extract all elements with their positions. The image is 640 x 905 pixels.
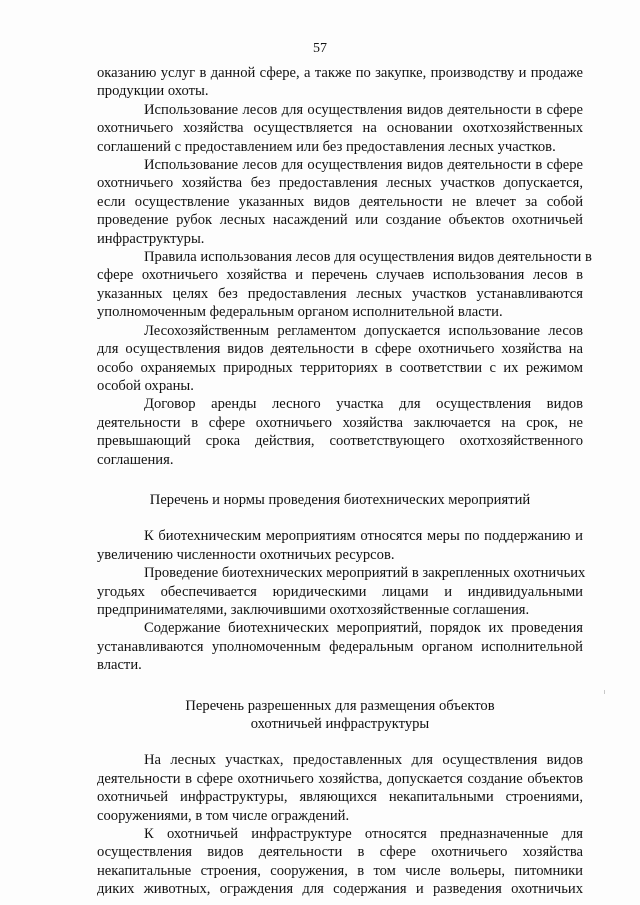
heading-line: охотничьей инфраструктуры <box>250 716 430 732</box>
paragraph <box>97 527 583 564</box>
page-number: 57 <box>313 41 327 56</box>
paragraph-line: инфраструктуры. <box>97 230 205 247</box>
section-heading-infrastructure <box>97 697 583 734</box>
paragraph-line: соглашения. <box>97 451 174 468</box>
paragraph-line: оказанию услуг в данной сфере, а также по закупке, производству и продаже <box>97 65 583 81</box>
paragraph-line: для осуществления видов деятельности в сфере охотничьего хозяйства на <box>97 341 583 358</box>
top-paragraphs <box>97 64 592 469</box>
paragraph-line: На лесных участках, предоставленных для осуществления видов <box>144 752 583 769</box>
paragraph-line: угодьях обеспечивается юридическими лицами и индивидуальными <box>97 583 583 600</box>
paragraph-line: устанавливаются уполномоченным федеральным органом исполнительной <box>97 638 583 655</box>
document-body <box>97 64 592 899</box>
paragraph-line: Лесохозяйственным регламентом допускается использование лесов <box>144 322 583 339</box>
paragraph-line: особой охраны. <box>97 377 194 394</box>
paragraph-line: продукции охоты. <box>97 83 209 100</box>
paragraph-line: уполномоченным федеральным органом исполнительной власти. <box>97 304 503 321</box>
paragraph-line: Правила использования лесов для осуществления видов деятельности в <box>144 249 592 266</box>
paragraph-line: Проведение биотехнических мероприятий в закрепленных охотничьих <box>144 565 586 582</box>
section-heading-biotechnical <box>97 491 583 509</box>
paragraph-line: осуществления видов деятельности в сфере охотничьего хозяйства <box>97 844 583 861</box>
heading-line: Перечень разрешенных для размещения объектов <box>185 697 495 714</box>
paragraph-line: Использование лесов для осуществления видов деятельности в сфере <box>144 157 583 174</box>
paragraph <box>97 395 583 469</box>
paragraph <box>97 751 583 825</box>
paragraph-line: если осуществление указанных видов деятельности не влечет за собой <box>97 193 583 210</box>
paragraph-line: Договор аренды лесного участка для осуществления видов <box>144 396 583 413</box>
paragraph-line: охотничьей инфраструктуры, являющихся некапитальными строениями, <box>97 789 583 806</box>
paragraph-line: Использование лесов для осуществления видов деятельности в сфере <box>144 101 583 118</box>
paragraph-line: диких животных, ограждения для содержания и разведения охотничьих <box>97 881 583 898</box>
paragraph <box>97 564 586 619</box>
paragraph-line: власти. <box>97 657 142 674</box>
paragraph-line: К биотехническим мероприятиям относятся меры по поддержанию и <box>144 528 583 545</box>
paragraph-line: сфере охотничьего хозяйства и перечень случаев использования лесов в <box>97 267 583 284</box>
paragraph-line: сооружениями, в том числе ограждений. <box>97 807 350 824</box>
paragraph-line: предпринимателями, заключившими охотхозяйственные соглашения. <box>97 601 530 618</box>
paragraph-line: соглашений с предоставлением или без предоставления лесных участков. <box>97 138 556 155</box>
paragraph-line: указанных целях без предоставления лесных участков устанавливаются <box>97 285 583 302</box>
paragraph <box>97 101 583 156</box>
paragraph-line: К охотничьей инфраструктуре относятся предназначенные для <box>144 826 583 843</box>
section-infrastructure-paragraphs <box>97 751 583 898</box>
paragraph <box>97 248 592 322</box>
paragraph <box>97 156 583 248</box>
scan-margin-mark <box>604 690 605 694</box>
paragraph <box>97 619 583 674</box>
paragraph <box>97 825 583 899</box>
paragraph <box>97 64 583 101</box>
paragraph-line: особо охраняемых природных территориях в соответствии с их режимом <box>97 359 583 376</box>
paragraph-line: увеличению численности охотничьих ресурсов. <box>97 546 395 563</box>
paragraph-line: проведение рубок лесных насаждений или создание объектов охотничьей <box>97 212 583 229</box>
paragraph-line: превышающий срока действия, соответствующего охотхозяйственного <box>97 433 583 450</box>
paragraph <box>97 322 583 396</box>
heading-line: Перечень и нормы проведения биотехнических мероприятий <box>149 491 531 508</box>
paragraph-line: деятельности в сфере охотничьего хозяйства, допускается создание объектов <box>97 770 583 787</box>
paragraph-line: охотничьего хозяйства осуществляется на основании охотхозяйственных <box>97 120 583 137</box>
paragraph-line: некапитальные строения, сооружения, в том числе вольеры, питомники <box>97 862 583 879</box>
paragraph-line: Содержание биотехнических мероприятий, порядок их проведения <box>144 620 583 637</box>
paragraph-line: охотничьего хозяйства без предоставления лесных участков допускается, <box>97 175 583 192</box>
section-biotechnical-paragraphs <box>97 527 586 674</box>
paragraph-line: деятельности в сфере охотничьего хозяйства заключается на срок, не <box>97 414 583 431</box>
